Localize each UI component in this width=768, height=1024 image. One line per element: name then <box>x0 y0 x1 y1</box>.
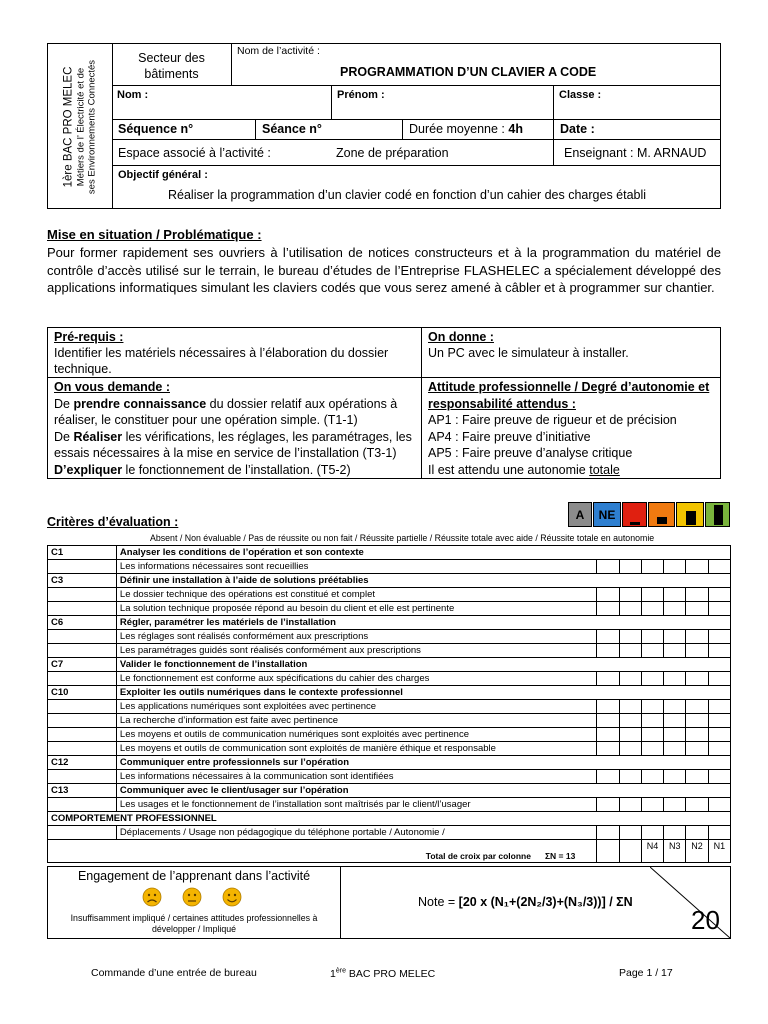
competence-code: C10 <box>48 686 117 700</box>
totals-row <box>48 840 731 863</box>
mise-title: Mise en situation / Problématique : <box>47 227 262 242</box>
rating-box[interactable] <box>708 560 730 574</box>
duree-value: 4h <box>508 122 523 136</box>
criterion-label: Les usages et le fonctionnement de l’installation sont maîtrisés par le client/l’usager <box>116 798 596 812</box>
criterion-row <box>48 714 731 728</box>
empty-code <box>48 826 117 840</box>
engagement-text: Insuffisamment impliqué / certaines attitudes professionnelles à développer / Impliqué <box>70 913 318 934</box>
activity-name-cell <box>232 44 720 86</box>
footer-left: Commande d’une entrée de bureau <box>91 967 257 979</box>
prereq-text: Identifier les matériels nécessaires à l’élaboration du dossier technique. <box>54 346 389 376</box>
rating-box[interactable] <box>686 560 708 574</box>
rating-box[interactable] <box>619 700 641 714</box>
rating-box[interactable] <box>708 742 730 756</box>
legend-absent: A <box>568 502 592 527</box>
total-spacer <box>619 840 641 863</box>
comportement-criterion-row <box>48 826 731 840</box>
criterion-label: La solution technique proposée répond au besoin du client et elle est pertinente <box>116 602 596 616</box>
criterion-row <box>48 742 731 756</box>
ondonne-text: Un PC avec le simulateur à installer. <box>428 346 629 360</box>
competence-label: Communiquer avec le client/usager sur l’opération <box>116 784 730 798</box>
competence-code: C1 <box>48 546 117 560</box>
criterion-label: Les informations nécessaires à la communication sont identifiées <box>116 770 596 784</box>
competence-label: Analyser les conditions de l’opération et son contexte <box>116 546 730 560</box>
competence-row <box>48 658 731 672</box>
rating-box[interactable] <box>597 644 619 658</box>
mise-text: Pour former rapidement ses ouvriers à l’utilisation de notices constructeurs et à la programmation du matériel de contrôle d’accès utilisé sur le terrain, le bureau d’études de l’Entreprise FLASHELEC a spécialement développé des applications informatiques simulant les claviers codés que vous serez amené à câbler et à programmer sur chantier. <box>47 245 721 295</box>
seance-field[interactable]: Séance n° <box>256 120 403 140</box>
rating-box[interactable] <box>686 630 708 644</box>
attitude-ap4: AP4 : Faire preuve d’initiative <box>428 429 591 444</box>
duree-field <box>403 120 554 140</box>
sequence-field[interactable]: Séquence n° <box>112 120 256 140</box>
secteur: Secteur des bâtiments <box>112 44 232 86</box>
objectif-cell <box>112 166 720 208</box>
competence-code: C6 <box>48 616 117 630</box>
side-line3: ses Environnements Connectés <box>86 59 98 195</box>
total-spacer <box>597 840 619 863</box>
level-bar-icon <box>686 511 696 525</box>
competence-row <box>48 784 731 798</box>
rating-box[interactable] <box>664 826 686 840</box>
competence-code <box>48 560 117 574</box>
rating-box[interactable] <box>686 770 708 784</box>
rating-box[interactable] <box>641 798 663 812</box>
activity-label: Nom de l’activité : <box>237 45 320 57</box>
ondonne-title: On donne : <box>428 330 494 344</box>
engagement-faces[interactable] <box>48 886 340 911</box>
note-max: 20 <box>691 905 720 935</box>
legend-level-0 <box>622 502 647 527</box>
prenom-field[interactable]: Prénom : <box>332 86 554 120</box>
rating-box[interactable] <box>686 826 708 840</box>
legend-level-1 <box>648 502 675 527</box>
rating-box[interactable] <box>686 798 708 812</box>
competence-code <box>48 700 117 714</box>
total-n2[interactable] <box>686 840 708 863</box>
criterion-row <box>48 560 731 574</box>
criterion-label: Le fonctionnement est conforme aux spécifications du cahier des charges <box>116 672 596 686</box>
totals-label: Total de croix par colonne <box>425 851 531 861</box>
rating-box[interactable] <box>597 602 619 616</box>
rating-box[interactable] <box>686 728 708 742</box>
rating-box[interactable] <box>664 714 686 728</box>
rating-box[interactable] <box>664 742 686 756</box>
rating-box[interactable] <box>708 630 730 644</box>
competence-code <box>48 742 117 756</box>
rating-box[interactable] <box>664 588 686 602</box>
criterion-label: Les réglages sont réalisés conformément aux prescriptions <box>116 630 596 644</box>
rating-box[interactable] <box>664 602 686 616</box>
neutral-face-icon[interactable] <box>183 888 201 906</box>
level-bar-icon <box>630 522 640 525</box>
criteres-title: Critères d’évaluation : <box>47 515 179 529</box>
enseignant: Enseignant : M. ARNAUD <box>554 140 720 166</box>
attitude-title: Attitude professionnelle / Degré d’autonomie et responsabilité attendus : <box>428 380 710 411</box>
comportement-text: Déplacements / Usage non pédagogique du téléphone portable / Autonomie / <box>116 826 596 840</box>
activity-header <box>47 43 721 209</box>
rating-box[interactable] <box>708 588 730 602</box>
rating-box[interactable] <box>619 714 641 728</box>
evaluation-table <box>47 545 731 863</box>
competence-label: Définir une installation à l’aide de solutions préétablies <box>116 574 730 588</box>
rating-box[interactable] <box>597 728 619 742</box>
criteres-legend: Absent / Non évaluable / Pas de réussite ou non fait / Réussite partielle / Réussite totale avec aide / Réussite totale en autonomie <box>150 533 655 543</box>
criterion-row <box>48 798 731 812</box>
rating-box[interactable] <box>708 644 730 658</box>
rating-box[interactable] <box>619 630 641 644</box>
rating-box[interactable] <box>597 630 619 644</box>
criterion-row <box>48 644 731 658</box>
rating-box[interactable] <box>708 700 730 714</box>
demande-line2: De Réaliser les vérifications, les réglages, les paramétrages, les essais nécessaires à la mise en service de l’installation (T3-1) <box>54 429 412 460</box>
rating-box[interactable] <box>708 602 730 616</box>
rating-box[interactable] <box>619 826 641 840</box>
rating-box[interactable] <box>641 728 663 742</box>
program-side-label <box>48 44 113 208</box>
competence-code <box>48 588 117 602</box>
rating-box[interactable] <box>708 728 730 742</box>
footer-right: Page 1 / 17 <box>619 967 673 979</box>
attitude-autonomy: Il est attendu une autonomie totale <box>428 462 620 477</box>
level-bar-icon <box>714 505 723 525</box>
rating-box[interactable] <box>641 826 663 840</box>
demande-cell <box>48 378 422 478</box>
criterion-row <box>48 700 731 714</box>
rating-box[interactable] <box>641 644 663 658</box>
legend-level-3 <box>705 502 730 527</box>
rating-box[interactable] <box>641 742 663 756</box>
competence-code <box>48 644 117 658</box>
note-cell <box>341 867 730 938</box>
rating-box[interactable] <box>619 602 641 616</box>
rating-box[interactable] <box>664 560 686 574</box>
rating-box[interactable] <box>619 798 641 812</box>
attitude-ap5: AP5 : Faire preuve d’analyse critique <box>428 446 633 460</box>
espace-cell <box>112 140 554 166</box>
rating-box[interactable] <box>619 742 641 756</box>
nom-field[interactable]: Nom : <box>112 86 332 120</box>
rating-box[interactable] <box>641 602 663 616</box>
totals-sum: ΣN = 13 <box>544 851 576 861</box>
criterion-row <box>48 672 731 686</box>
rating-box[interactable] <box>686 602 708 616</box>
criterion-label: Les paramétrages guidés sont réalisés conformément aux prescriptions <box>116 644 596 658</box>
rating-box[interactable] <box>619 672 641 686</box>
rating-box[interactable] <box>619 560 641 574</box>
rating-box[interactable] <box>641 672 663 686</box>
criterion-label: Les applications numériques sont exploitées avec pertinence <box>116 700 596 714</box>
engagement-cell <box>48 867 341 938</box>
competence-code: C12 <box>48 756 117 770</box>
rating-box[interactable] <box>664 798 686 812</box>
rating-box[interactable] <box>664 630 686 644</box>
competence-code: C7 <box>48 658 117 672</box>
engagement-title: Engagement de l’apprenant dans l’activité <box>77 869 311 883</box>
rating-box[interactable] <box>686 588 708 602</box>
engagement-scale <box>134 886 254 908</box>
total-n1[interactable] <box>708 840 730 863</box>
attitude-cell <box>422 378 720 478</box>
rating-box[interactable] <box>641 770 663 784</box>
total-n2-label: N2 <box>691 841 703 851</box>
rating-box[interactable] <box>664 672 686 686</box>
side-line1: 1ère BAC PRO MELEC <box>62 66 75 188</box>
competence-code: C3 <box>48 574 117 588</box>
competence-code <box>48 630 117 644</box>
rating-box[interactable] <box>686 714 708 728</box>
footer-center-text: 1ère BAC PRO MELEC <box>330 967 436 980</box>
competence-code <box>48 602 117 616</box>
rating-box[interactable] <box>686 672 708 686</box>
rating-box[interactable] <box>597 560 619 574</box>
total-n3[interactable] <box>664 840 686 863</box>
rating-box[interactable] <box>664 700 686 714</box>
activity-title: PROGRAMMATION D’UN CLAVIER A CODE <box>340 65 597 79</box>
date-field[interactable]: Date : <box>554 120 720 140</box>
rating-box[interactable] <box>686 742 708 756</box>
prereq-cell <box>48 328 422 378</box>
competence-row <box>48 546 731 560</box>
competence-row <box>48 756 731 770</box>
competence-label: Régler, paramétrer les matériels de l’installation <box>116 616 730 630</box>
competence-label: Exploiter les outils numériques dans le contexte professionnel <box>116 686 730 700</box>
total-n4[interactable] <box>641 840 663 863</box>
attitude-ap1: AP1 : Faire preuve de rigueur et de précision <box>428 413 677 427</box>
comportement-row <box>48 812 731 826</box>
competence-code <box>48 798 117 812</box>
side-line2: Métiers de l’ Électricité et de <box>75 67 87 187</box>
rating-box[interactable] <box>597 742 619 756</box>
rating-box[interactable] <box>597 700 619 714</box>
happy-face-icon[interactable] <box>223 888 241 906</box>
criterion-label: Les moyens et outils de communication numériques sont exploités avec pertinence <box>116 728 596 742</box>
criterion-label: La recherche d’information est faite avec pertinence <box>116 714 596 728</box>
criterion-row <box>48 630 731 644</box>
espace-label: Espace associé à l’activité : <box>118 146 271 160</box>
rating-box[interactable] <box>686 700 708 714</box>
criterion-row <box>48 728 731 742</box>
rating-box[interactable] <box>708 798 730 812</box>
competence-code <box>48 672 117 686</box>
criterion-label: Les informations nécessaires sont recueillies <box>116 560 596 574</box>
demande-title: On vous demande : <box>54 380 170 394</box>
totals-cell <box>48 840 597 863</box>
rating-box[interactable] <box>597 672 619 686</box>
rating-box[interactable] <box>641 560 663 574</box>
rating-box[interactable] <box>619 728 641 742</box>
rating-box[interactable] <box>641 700 663 714</box>
engagement-note-block <box>47 866 731 939</box>
prereq-title: Pré-requis : <box>54 330 124 344</box>
rating-box[interactable] <box>619 770 641 784</box>
rating-box[interactable] <box>664 644 686 658</box>
rating-box[interactable] <box>619 588 641 602</box>
criterion-label: Les moyens et outils de communication sont exploités de manière éthique et responsable <box>116 742 596 756</box>
rating-box[interactable] <box>641 714 663 728</box>
criterion-row <box>48 602 731 616</box>
rating-box[interactable] <box>641 630 663 644</box>
competence-code <box>48 770 117 784</box>
rating-box[interactable] <box>664 728 686 742</box>
rating-box[interactable] <box>597 826 619 840</box>
objectif-label: Objectif général : <box>118 169 208 181</box>
criterion-label: Le dossier technique des opérations est constitué et complet <box>116 588 596 602</box>
rating-box[interactable] <box>708 672 730 686</box>
rating-box[interactable] <box>597 798 619 812</box>
rating-box[interactable] <box>686 644 708 658</box>
comportement-title: COMPORTEMENT PROFESSIONNEL <box>48 812 731 826</box>
criterion-row <box>48 770 731 784</box>
rating-box[interactable] <box>597 770 619 784</box>
competence-code <box>48 728 117 742</box>
legend-level-2 <box>676 502 704 527</box>
duree-label: Durée moyenne : <box>409 122 505 136</box>
legend-non-evaluable: NE <box>593 502 621 527</box>
demande-line1: De prendre connaissance du dossier relatif aux opérations à réaliser, le constituer pour une opération simple. (T1-1) <box>54 396 398 427</box>
competence-code: C13 <box>48 784 117 798</box>
sad-face-icon[interactable] <box>143 888 161 906</box>
total-n1-label: N1 <box>713 841 726 851</box>
competence-row <box>48 686 731 700</box>
classe-field[interactable]: Classe : <box>554 86 720 120</box>
rating-box[interactable] <box>708 770 730 784</box>
rating-box[interactable] <box>619 644 641 658</box>
note-formula: Note = [20 x (N₁+(2N₂/3)+(N₃/3))] / ΣN <box>418 895 633 909</box>
competence-row <box>48 574 731 588</box>
objectif-value: Réaliser la programmation d’un clavier codé en fonction d’un cahier des charges établi <box>168 188 647 202</box>
total-n4-label: N4 <box>646 841 659 851</box>
demande-line3: D’expliquer le fonctionnement de l’installation. (T5-2) <box>54 462 351 477</box>
rating-box[interactable] <box>597 588 619 602</box>
rating-box[interactable] <box>708 826 730 840</box>
competence-row <box>48 616 731 630</box>
activity-requirements <box>47 327 721 479</box>
competence-label: Valider le fonctionnement de l’installation <box>116 658 730 672</box>
rating-box[interactable] <box>641 588 663 602</box>
rating-box[interactable] <box>597 714 619 728</box>
level-bar-icon <box>657 517 667 524</box>
ondonne-cell <box>422 328 720 378</box>
competence-code <box>48 714 117 728</box>
criterion-row <box>48 588 731 602</box>
rating-box[interactable] <box>708 714 730 728</box>
rating-box[interactable] <box>664 770 686 784</box>
footer-center <box>330 967 435 980</box>
espace-value: Zone de préparation <box>336 146 449 160</box>
total-n3-label: N3 <box>669 841 681 851</box>
competence-label: Communiquer entre professionnels sur l’opération <box>116 756 730 770</box>
